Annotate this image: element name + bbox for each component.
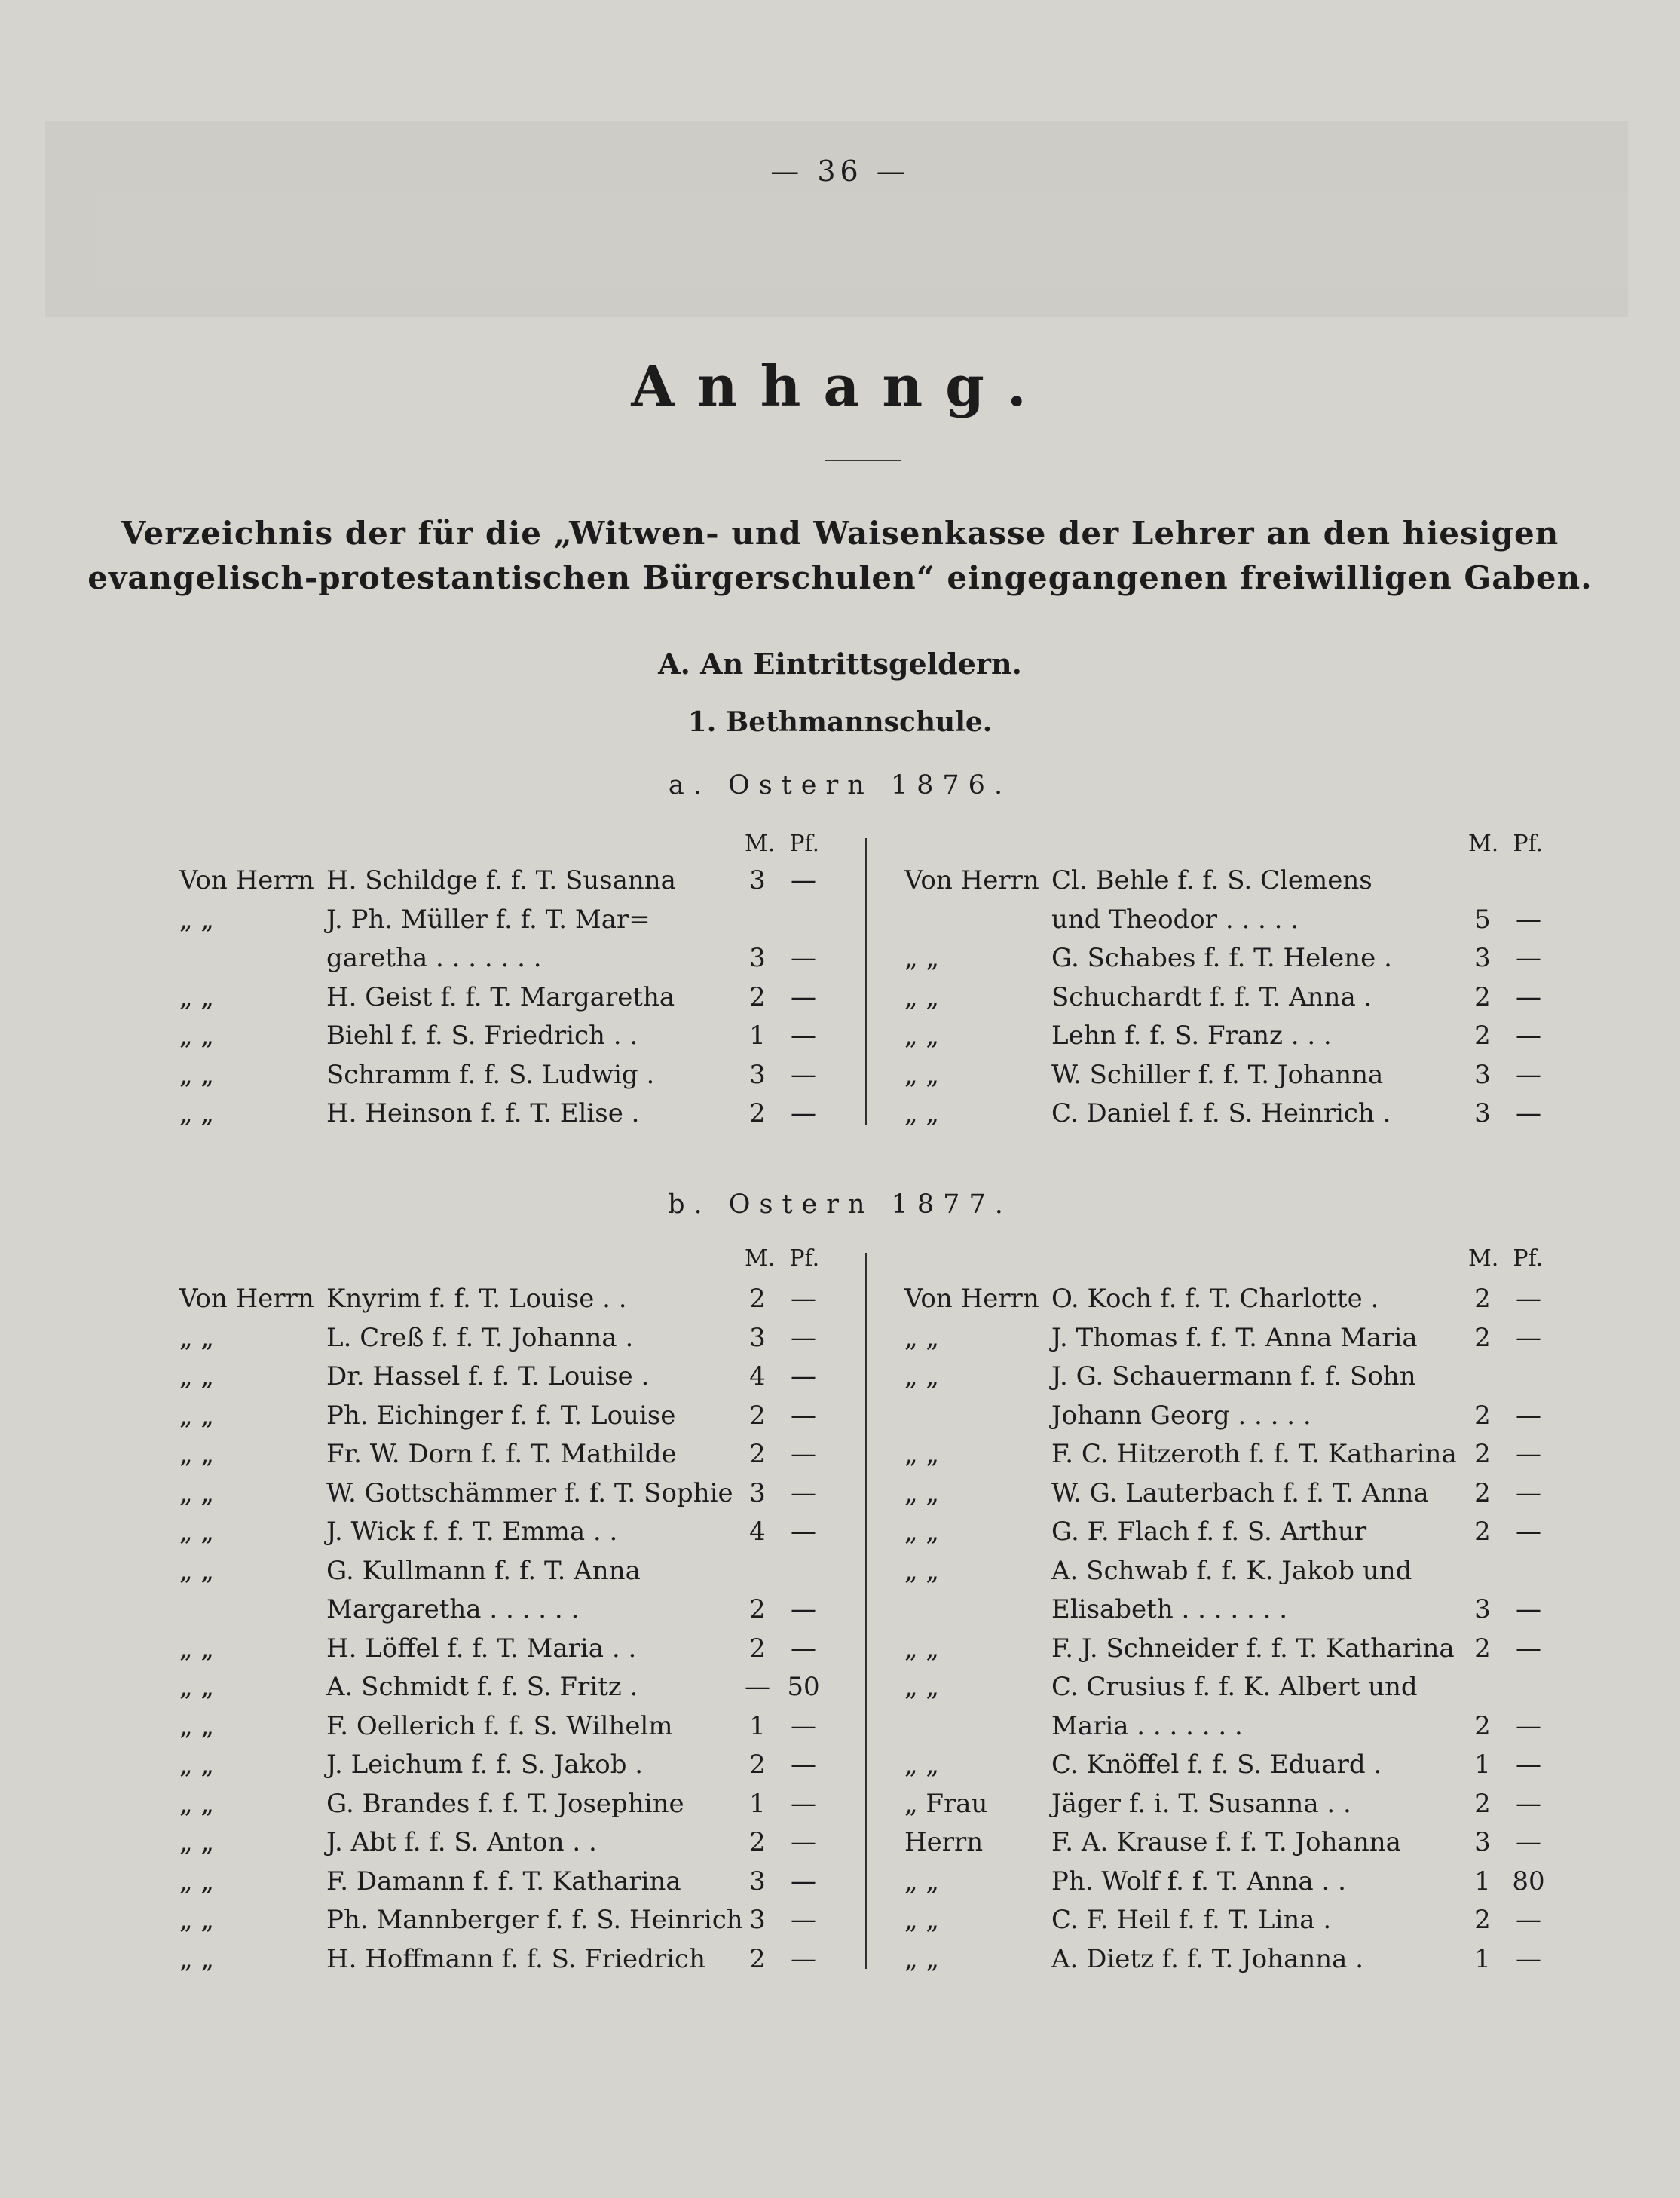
amount-pfennig: — — [1516, 1788, 1541, 1819]
amount-pfennig: — — [791, 1905, 816, 1935]
entry-name: Dr. Hassel f. f. T. Louise . — [326, 1361, 650, 1391]
amount-pfennig: — — [1516, 1098, 1541, 1128]
list-item — [904, 1863, 1549, 1902]
entry-prefix: Von Herrn — [179, 1284, 314, 1314]
page-title: Anhang. — [631, 354, 1049, 419]
list-heading-line-2: evangelisch-protestantischen Bürgerschulen“ eingegangenen freiwilligen Gaben. — [87, 559, 1593, 596]
amount-mark: 3 — [1474, 1594, 1491, 1624]
amount-pfennig: — — [1516, 1594, 1541, 1624]
entry-prefix: „ „ — [904, 943, 940, 973]
amount-pfennig: — — [1516, 1517, 1541, 1547]
amount-mark: 2 — [749, 981, 766, 1012]
entry-prefix: „ „ — [179, 1361, 215, 1391]
entry-prefix: „ „ — [179, 1021, 215, 1051]
list-item — [904, 1785, 1549, 1824]
list-item — [179, 1940, 824, 1979]
entry-name: J. Wick f. f. T. Emma . . — [326, 1517, 618, 1547]
amount-pfennig: — — [791, 1750, 816, 1780]
amount-mark: 2 — [749, 1943, 766, 1974]
list-item — [904, 1823, 1549, 1863]
entry-name: Lehn f. f. S. Franz . . . — [1051, 1021, 1332, 1051]
period-b-left-list — [179, 1280, 824, 1979]
entry-name: Elisabeth . . . . . . . — [1051, 1594, 1288, 1624]
entry-name: H. Geist f. f. T. Margaretha — [326, 981, 675, 1012]
list-item — [904, 862, 1549, 901]
list-item — [179, 978, 824, 1018]
amount-mark: 1 — [1474, 1750, 1491, 1780]
period-b-right-unit-header — [1468, 1245, 1543, 1272]
entry-name: Ph. Wolf f. f. T. Anna . . — [1051, 1866, 1346, 1896]
list-item — [904, 1280, 1549, 1319]
amount-pfennig: — — [791, 1517, 816, 1547]
entry-name: und Theodor . . . . . — [1051, 904, 1299, 935]
entry-prefix: „ „ — [179, 1098, 215, 1128]
amount-pfennig: — — [791, 1361, 816, 1391]
entry-name: H. Schildge f. f. T. Susanna — [326, 865, 676, 895]
amount-pfennig: — — [791, 1788, 816, 1819]
entry-prefix: „ „ — [904, 1439, 940, 1469]
amount-pfennig: — — [1516, 1400, 1541, 1431]
entry-name: O. Koch f. f. T. Charlotte . — [1051, 1284, 1379, 1314]
list-item — [179, 1668, 824, 1707]
entry-name: A. Schmidt f. f. S. Fritz . — [326, 1672, 638, 1702]
unit-pf: Pf. — [1513, 831, 1544, 857]
amount-mark: 1 — [1474, 1943, 1491, 1974]
entry-prefix: „ „ — [179, 1943, 215, 1974]
period-a-right-list — [904, 862, 1549, 1134]
list-item — [179, 1094, 824, 1134]
entry-prefix: „ „ — [179, 1322, 215, 1353]
amount-pfennig: — — [791, 1594, 816, 1624]
amount-mark: 2 — [749, 1633, 766, 1664]
entry-prefix: „ „ — [179, 1400, 215, 1431]
amount-mark: 2 — [749, 1594, 766, 1624]
list-item — [904, 1940, 1549, 1979]
entry-name: G. Brandes f. f. T. Josephine — [326, 1788, 684, 1819]
entry-name: C. Daniel f. f. S. Heinrich . — [1051, 1098, 1391, 1128]
entry-name: A. Dietz f. f. T. Johanna . — [1051, 1943, 1364, 1974]
entry-prefix: „ „ — [179, 1672, 215, 1702]
entry-prefix: „ Frau — [904, 1788, 988, 1819]
entry-prefix: „ „ — [179, 1866, 215, 1896]
list-item — [179, 1590, 824, 1630]
list-item — [904, 1552, 1549, 1591]
school-heading: 1. Bethmannschule. — [687, 706, 993, 738]
entry-prefix: „ „ — [904, 1905, 940, 1935]
amount-pfennig: — — [791, 1827, 816, 1857]
list-item — [904, 1590, 1549, 1630]
list-item — [904, 1017, 1549, 1056]
list-item — [179, 1358, 824, 1397]
list-item — [904, 1630, 1549, 1669]
entry-prefix: „ „ — [179, 1788, 215, 1819]
unit-m: M. — [745, 831, 776, 857]
entry-prefix: „ „ — [179, 1750, 215, 1780]
list-item — [904, 978, 1549, 1018]
amount-mark: 3 — [749, 943, 766, 973]
amount-mark: 2 — [1474, 1788, 1491, 1819]
entry-prefix: „ „ — [904, 1750, 940, 1780]
entry-prefix: „ „ — [179, 1477, 215, 1508]
entry-name: Fr. W. Dorn f. f. T. Mathilde — [326, 1439, 677, 1469]
amount-mark: 3 — [749, 1059, 766, 1090]
amount-mark: 3 — [749, 1866, 766, 1896]
list-item — [904, 1319, 1549, 1358]
list-item — [904, 939, 1549, 978]
entry-prefix: „ „ — [179, 981, 215, 1012]
entry-name: W. Schiller f. f. T. Johanna — [1051, 1059, 1384, 1090]
amount-mark: 1 — [749, 1710, 766, 1741]
entry-prefix: „ „ — [904, 1098, 940, 1128]
entry-prefix: „ „ — [179, 1710, 215, 1741]
entry-name: Knyrim f. f. T. Louise . . — [326, 1284, 627, 1314]
amount-mark: 2 — [1474, 1400, 1491, 1431]
amount-pfennig: — — [791, 981, 816, 1012]
amount-mark: 4 — [749, 1361, 766, 1391]
entry-name: J. G. Schauermann f. f. Sohn — [1051, 1361, 1416, 1391]
amount-pfennig: — — [791, 1400, 816, 1431]
amount-pfennig: — — [1516, 1827, 1541, 1857]
amount-mark: 2 — [1474, 1322, 1491, 1353]
amount-mark: 3 — [749, 1905, 766, 1935]
list-item — [904, 1901, 1549, 1940]
section-heading: A. An Eintrittsgeldern. — [658, 647, 1022, 681]
entry-name: C. Knöffel f. f. S. Eduard . — [1051, 1750, 1382, 1780]
entry-name: W. G. Lauterbach f. f. T. Anna — [1051, 1477, 1429, 1508]
amount-pfennig: 50 — [787, 1672, 820, 1702]
amount-mark: 2 — [1474, 1284, 1491, 1314]
amount-pfennig: — — [791, 1021, 816, 1051]
list-item — [179, 1474, 824, 1514]
bleed-through-shadow — [45, 121, 1628, 317]
list-item — [179, 1056, 824, 1095]
amount-pfennig: — — [1516, 1943, 1541, 1974]
entry-prefix: „ „ — [179, 1555, 215, 1586]
amount-pfennig: 80 — [1512, 1866, 1545, 1896]
amount-mark: 2 — [1474, 1439, 1491, 1469]
list-item — [179, 1319, 824, 1358]
amount-pfennig: — — [791, 1866, 816, 1896]
amount-mark: 1 — [749, 1788, 766, 1819]
unit-pf: Pf. — [789, 1245, 820, 1272]
amount-mark: 5 — [1474, 904, 1491, 935]
period-a-right-unit-header — [1468, 831, 1543, 857]
amount-mark: 2 — [1474, 1021, 1491, 1051]
entry-name: F. C. Hitzeroth f. f. T. Katharina — [1051, 1439, 1457, 1469]
period-a-left-list — [179, 862, 824, 1134]
amount-pfennig: — — [791, 865, 816, 895]
period-b-left-unit-header — [745, 1245, 819, 1272]
list-item — [179, 1785, 824, 1824]
entry-name: C. Crusius f. f. K. Albert und — [1051, 1672, 1418, 1702]
entry-name: G. Schabes f. f. T. Helene . — [1051, 943, 1392, 973]
entry-prefix: Von Herrn — [179, 865, 314, 895]
amount-mark: 3 — [749, 1322, 766, 1353]
entry-prefix: Von Herrn — [904, 865, 1039, 895]
entry-name: H. Heinson f. f. T. Elise . — [326, 1098, 640, 1128]
entry-prefix: „ „ — [904, 1672, 940, 1702]
entry-name: Ph. Mannberger f. f. S. Heinrich — [326, 1905, 743, 1935]
entry-prefix: „ „ — [179, 1439, 215, 1469]
entry-name: J. Abt f. f. S. Anton . . — [326, 1827, 597, 1857]
entry-name: Cl. Behle f. f. S. Clemens — [1051, 865, 1372, 895]
list-item — [179, 1746, 824, 1785]
amount-pfennig: — — [1516, 1750, 1541, 1780]
entry-prefix: Von Herrn — [904, 1284, 1039, 1314]
list-item — [179, 1397, 824, 1436]
list-item — [179, 1707, 824, 1746]
list-item — [904, 1474, 1549, 1514]
amount-mark: 3 — [1474, 943, 1491, 973]
amount-pfennig: — — [791, 1439, 816, 1469]
list-item — [904, 1746, 1549, 1785]
amount-pfennig: — — [1516, 943, 1541, 973]
entry-name: Ph. Eichinger f. f. T. Louise — [326, 1400, 676, 1431]
amount-mark: 4 — [749, 1517, 766, 1547]
entry-name: F. A. Krause f. f. T. Johanna — [1051, 1827, 1401, 1857]
entry-name: Margaretha . . . . . . — [326, 1594, 580, 1624]
list-item — [179, 862, 824, 901]
entry-prefix: „ „ — [904, 981, 940, 1012]
entry-name: L. Creß f. f. T. Johanna . — [326, 1322, 634, 1353]
entry-prefix: „ „ — [179, 1517, 215, 1547]
amount-mark: 2 — [1474, 1905, 1491, 1935]
amount-mark: 2 — [1474, 1710, 1491, 1741]
page-number: — 36 — — [770, 155, 910, 188]
list-item — [904, 1668, 1549, 1707]
entry-prefix: „ „ — [179, 1827, 215, 1857]
entry-name: Schuchardt f. f. T. Anna . — [1051, 981, 1372, 1012]
entry-name: G. F. Flach f. f. S. Arthur — [1051, 1517, 1367, 1547]
amount-pfennig: — — [791, 1710, 816, 1741]
amount-mark: 2 — [749, 1400, 766, 1431]
amount-pfennig: — — [1516, 1021, 1541, 1051]
list-item — [904, 901, 1549, 940]
amount-pfennig: — — [791, 943, 816, 973]
amount-mark: 2 — [749, 1439, 766, 1469]
amount-mark: 2 — [749, 1827, 766, 1857]
entry-prefix: „ „ — [904, 1322, 940, 1353]
amount-pfennig: — — [791, 1633, 816, 1664]
list-item — [179, 939, 824, 978]
entry-name: H. Löffel f. f. T. Maria . . — [326, 1633, 637, 1664]
unit-m: M. — [1468, 1245, 1499, 1272]
amount-pfennig: — — [1516, 981, 1541, 1012]
amount-mark: 1 — [1474, 1866, 1491, 1896]
list-item — [179, 1280, 824, 1319]
list-item — [904, 1094, 1549, 1134]
entry-prefix: „ „ — [904, 1059, 940, 1090]
amount-mark: 2 — [749, 1750, 766, 1780]
entry-prefix: Herrn — [904, 1827, 984, 1857]
period-b-heading: b. Ostern 1877. — [668, 1189, 1012, 1220]
entry-prefix: „ „ — [179, 1059, 215, 1090]
title-divider — [825, 460, 901, 461]
amount-mark: 3 — [749, 865, 766, 895]
entry-prefix: „ „ — [904, 1021, 940, 1051]
period-a-column-separator — [865, 838, 867, 1125]
entry-prefix: „ „ — [904, 1477, 940, 1508]
list-item — [904, 1435, 1549, 1474]
amount-mark: 2 — [1474, 981, 1491, 1012]
amount-mark: 3 — [1474, 1098, 1491, 1128]
entry-name: A. Schwab f. f. K. Jakob und — [1051, 1555, 1412, 1586]
list-item — [179, 901, 824, 940]
entry-name: C. F. Heil f. f. T. Lina . — [1051, 1905, 1332, 1935]
entry-name: F. J. Schneider f. f. T. Katharina — [1051, 1633, 1455, 1664]
entry-prefix: „ „ — [179, 1633, 215, 1664]
list-item — [904, 1513, 1549, 1552]
unit-m: M. — [1468, 831, 1499, 857]
entry-prefix: „ „ — [904, 1517, 940, 1547]
amount-pfennig: — — [1516, 904, 1541, 935]
entry-prefix: „ „ — [904, 1943, 940, 1974]
amount-mark: 2 — [749, 1098, 766, 1128]
period-b-column-separator — [865, 1253, 867, 1969]
amount-pfennig: — — [1516, 1439, 1541, 1469]
entry-name: G. Kullmann f. f. T. Anna — [326, 1555, 641, 1586]
entry-prefix: „ „ — [904, 1866, 940, 1896]
amount-pfennig: — — [791, 1284, 816, 1314]
unit-m: M. — [745, 1245, 776, 1272]
amount-pfennig: — — [1516, 1477, 1541, 1508]
amount-pfennig: — — [791, 1059, 816, 1090]
list-item — [179, 1513, 824, 1552]
entry-prefix: „ „ — [904, 1361, 940, 1391]
amount-mark: 3 — [1474, 1059, 1491, 1090]
list-item — [179, 1435, 824, 1474]
list-item — [179, 1017, 824, 1056]
amount-mark: 2 — [1474, 1633, 1491, 1664]
list-item — [904, 1707, 1549, 1746]
list-item — [904, 1056, 1549, 1095]
amount-pfennig: — — [791, 1098, 816, 1128]
list-item — [179, 1901, 824, 1940]
amount-pfennig: — — [1516, 1905, 1541, 1935]
entry-prefix: „ „ — [179, 904, 215, 935]
amount-mark: 2 — [1474, 1477, 1491, 1508]
amount-pfennig: — — [791, 1322, 816, 1353]
entry-name: Jäger f. i. T. Susanna . . — [1051, 1788, 1351, 1819]
entry-name: J. Thomas f. f. T. Anna Maria — [1051, 1322, 1418, 1353]
period-a-left-unit-header — [745, 831, 819, 857]
list-item — [179, 1823, 824, 1863]
unit-pf: Pf. — [1513, 1245, 1544, 1272]
entry-prefix: „ „ — [904, 1633, 940, 1664]
entry-name: Johann Georg . . . . . — [1051, 1400, 1311, 1431]
unit-pf: Pf. — [789, 831, 820, 857]
entry-name: W. Gottschämmer f. f. T. Sophie — [326, 1477, 733, 1508]
entry-name: Maria . . . . . . . — [1051, 1710, 1243, 1741]
entry-name: H. Hoffmann f. f. S. Friedrich — [326, 1943, 705, 1974]
entry-prefix: „ „ — [179, 1905, 215, 1935]
list-item — [179, 1552, 824, 1591]
amount-pfennig: — — [791, 1477, 816, 1508]
list-item — [904, 1358, 1549, 1397]
amount-mark: 3 — [749, 1477, 766, 1508]
amount-pfennig: — — [791, 1943, 816, 1974]
entry-name: F. Oellerich f. f. S. Wilhelm — [326, 1710, 673, 1741]
entry-prefix: „ „ — [904, 1555, 940, 1586]
list-item — [179, 1630, 824, 1669]
list-item — [904, 1397, 1549, 1436]
entry-name: Schramm f. f. S. Ludwig . — [326, 1059, 655, 1090]
list-item — [179, 1863, 824, 1902]
period-b-right-list — [904, 1280, 1549, 1979]
amount-mark: 1 — [749, 1021, 766, 1051]
amount-pfennig: — — [1516, 1633, 1541, 1664]
entry-name: J. Ph. Müller f. f. T. Mar= — [326, 904, 650, 935]
period-a-heading: a. Ostern 1876. — [668, 770, 1012, 801]
entry-name: J. Leichum f. f. S. Jakob . — [326, 1750, 644, 1780]
amount-pfennig: — — [1516, 1284, 1541, 1314]
amount-pfennig: — — [1516, 1322, 1541, 1353]
entry-name: garetha . . . . . . . — [326, 943, 542, 973]
list-heading-line-1: Verzeichnis der für die „Witwen- und Waisenkasse der Lehrer an den hiesigen — [121, 515, 1559, 552]
amount-pfennig: — — [1516, 1059, 1541, 1090]
amount-mark: — — [745, 1672, 770, 1702]
entry-name: F. Damann f. f. T. Katharina — [326, 1866, 681, 1896]
amount-mark: 2 — [1474, 1517, 1491, 1547]
amount-mark: 2 — [749, 1284, 766, 1314]
amount-mark: 3 — [1474, 1827, 1491, 1857]
entry-name: Biehl f. f. S. Friedrich . . — [326, 1021, 638, 1051]
amount-pfennig: — — [1516, 1710, 1541, 1741]
